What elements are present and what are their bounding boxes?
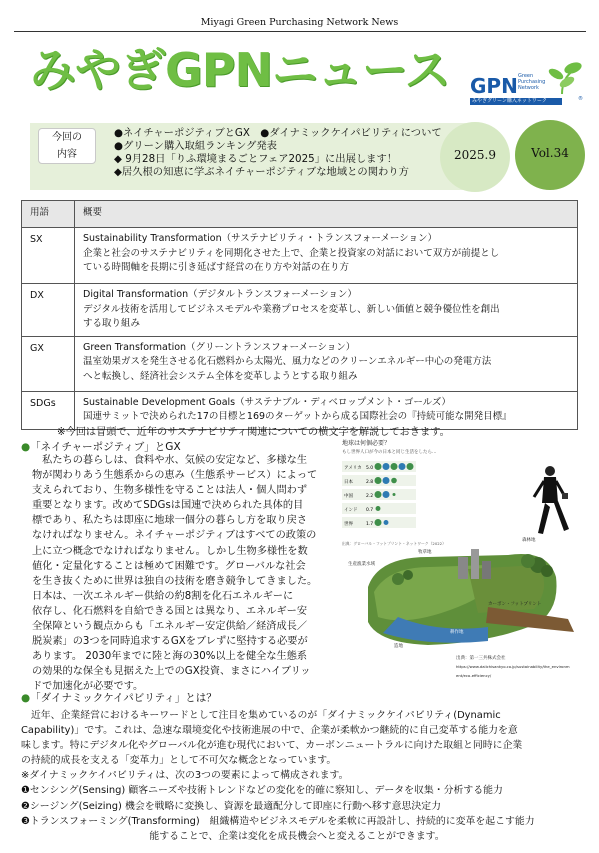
body-line: 依存し、化石燃料を自給できる国とは異なり、エネルギー安 bbox=[32, 605, 308, 617]
contents-item: ●ネイチャーポジティブとGX ●ダイナミックケイパビリティについて bbox=[114, 127, 442, 139]
body-line: ❶センシング(Sensing) 顧客ニーズや技術トレンドなどの変化を的確に察知し、データを収集・分析する能力 bbox=[21, 785, 503, 797]
bullet-icon: ● bbox=[21, 441, 31, 453]
table-header-row bbox=[22, 201, 578, 228]
gpn-logo-bar: みやぎグリーン購入ネットワーク bbox=[470, 98, 562, 105]
section2-title-text: 「ダイナミックケイパビリティ」とは？ bbox=[30, 692, 217, 704]
globe-row-country: 日本 bbox=[344, 480, 353, 485]
globe-icon bbox=[384, 520, 389, 525]
gpn-logo-text: GPN bbox=[470, 74, 518, 98]
term-cell: SDGs bbox=[22, 391, 75, 429]
network-name: Miyagi Green Purchasing Network News bbox=[200, 17, 399, 28]
globe-row-value: 1.7 bbox=[366, 522, 374, 527]
globe-row-country: アメリカ bbox=[344, 466, 362, 471]
body-line: 全保障という観点からも「エネルギー安定供給／経済成長／ bbox=[32, 621, 308, 633]
body-line: 値化・定量化することは極めて困難です。グローバルな社会 bbox=[32, 560, 306, 572]
ecological-footprint-illustration bbox=[338, 437, 588, 687]
masthead-title: みやぎGPNニュース bbox=[30, 43, 450, 97]
issue-volume: Vol.34 bbox=[531, 146, 569, 160]
body-line: なければなりません。ネイチャーポジティブはすべての政策の bbox=[32, 530, 317, 542]
body-line: の効果的な保全も見据えた上でのGX投資、まさにハイブリッ bbox=[32, 666, 311, 678]
globe-icon bbox=[383, 463, 390, 470]
body-line: 能することで、企業は変化を成長機会へと変えることができます。 bbox=[21, 830, 445, 842]
body-line: 物が関わりあう生態系からの恵み（生態系サービス）によって bbox=[32, 470, 318, 482]
body-line: 私たちの暮らしは、食料や水、気候の安定など、多様な生 bbox=[32, 455, 308, 466]
label-pasture: 牧草地 bbox=[418, 550, 432, 555]
table-row bbox=[22, 228, 578, 284]
label-ocean: 生産漁業水域 bbox=[348, 562, 375, 567]
globe-icon bbox=[391, 478, 397, 484]
body-line: の持続的成長を支える「変革力」として不可欠な概念となっています。 bbox=[21, 755, 337, 767]
credit-line: 出典：第一三共株式会社 bbox=[456, 656, 506, 661]
contents-label bbox=[38, 128, 96, 164]
contents-item: ◆ 9月28日「りふ環境まるごとフェア2025」に出展します！ bbox=[114, 153, 398, 165]
globe-row-value: 5.0 bbox=[366, 466, 374, 471]
svg-text:®: ® bbox=[578, 96, 583, 102]
table-row bbox=[22, 284, 578, 337]
body-line: 重要となります。改めてSDGsは国連で決められた具体的目 bbox=[32, 500, 304, 512]
term-description: 温室効果ガスを発生させる化石燃料から太陽光、風力などのクリーンエネルギー中心の発電方法 bbox=[83, 356, 492, 367]
body-line: 日本は、一次エネルギー供給の約8割を化石エネルギーに bbox=[32, 590, 294, 602]
label-city: 造地 bbox=[394, 644, 403, 649]
globe-row-country: 世界 bbox=[344, 522, 353, 527]
term-english: Green Transformation（グリーントランスフォーメーション） bbox=[83, 341, 356, 353]
body-line: ドで加速化が必要です。 bbox=[32, 681, 144, 693]
section1-title-text: 「ネイチャーポジティブ」とGX bbox=[30, 441, 181, 453]
table-header-term: 用語 bbox=[22, 201, 75, 228]
globe-icon bbox=[391, 463, 398, 470]
table-header-desc: 概要 bbox=[75, 201, 578, 228]
globe-row-value: 2.8 bbox=[366, 480, 374, 485]
header-rule bbox=[14, 31, 586, 32]
gpn-logo-subtitle: Green Purchasing Network bbox=[518, 73, 546, 91]
term-description: へと転換し、経済社会システム全体を変革しようとする取り組み bbox=[83, 370, 358, 382]
issue-date: 2025.9 bbox=[454, 148, 496, 162]
globe-rows bbox=[342, 461, 416, 528]
section-title bbox=[21, 439, 181, 454]
globe-icon bbox=[375, 477, 382, 484]
body-line: 味します。特にデジタル化やグローバル化が進む現代において、カーボンニュートラルに向けた取組と同時に企業 bbox=[21, 740, 523, 752]
body-line: Capability)」です。これは、急速な環境変化や技術進展の中で、企業が柔軟かつ継続的に自己変革する能力を意 bbox=[21, 725, 518, 737]
term-description: ている時間軸を長期に引き延ばす経営の在り方や対話の在り方 bbox=[83, 262, 350, 273]
term-english: Sustainability Transformation（サステナビリティ・トランスフォーメーション） bbox=[83, 233, 437, 244]
globe-row-country: 中国 bbox=[344, 494, 353, 499]
term-cell: SX bbox=[22, 228, 75, 284]
globe-icon bbox=[383, 491, 390, 498]
globe-icon bbox=[407, 463, 414, 470]
term-english: Sustainable Development Goals（サステナブル・ディベロップメント・ゴールズ） bbox=[83, 396, 451, 408]
label-forest: 森林地 bbox=[522, 538, 536, 543]
illustration-title: 地球は何個必要？ bbox=[342, 440, 391, 447]
body-line: 標であり、私たちは即座に地球一個分の暮らし方を取り戻さ bbox=[32, 515, 308, 527]
globe-row-value: 0.7 bbox=[366, 508, 374, 513]
globe-icon bbox=[376, 506, 381, 511]
desc-cell bbox=[75, 336, 578, 391]
globe-icon bbox=[375, 491, 382, 498]
term-description: 国連サミットで決められた17の目標と169のターゲットから成る国際社会の『持続可能な開発目標』 bbox=[83, 411, 512, 422]
credit-line: ent/eco-efficiency/ bbox=[456, 673, 492, 678]
globe-icon bbox=[393, 493, 396, 496]
illustration-subtitle: もし世界人口が今の日本と同じ生活をしたら… bbox=[342, 450, 437, 455]
credit-line: https://www.daiichisankyo.co.jp/sustainability/the_environm bbox=[456, 664, 570, 669]
term-description: する取り組み bbox=[83, 318, 141, 329]
table-note: ※今回は冒頭で、近年のサステナビリティ関連についての横文字を解説しておきます。 bbox=[57, 427, 450, 438]
contents-item: ●グリーン購入取組ランキング発表 bbox=[114, 140, 277, 152]
label-built: 耕作地 bbox=[450, 630, 464, 635]
globe-row-value: 2.2 bbox=[366, 494, 374, 499]
section-title bbox=[21, 690, 217, 705]
term-cell: GX bbox=[22, 336, 75, 391]
gpn-logo bbox=[470, 60, 588, 112]
body-line: ❷シージング(Seizing) 機会を戦略に変換し、資源を最適配分して即座に行動へ移す意思決定力 bbox=[21, 800, 441, 812]
glossary-table bbox=[21, 200, 578, 430]
body-line: ※ダイナミックケイパビリティは、次の3つの要素によって構成されます。 bbox=[21, 770, 349, 782]
table-row bbox=[22, 336, 578, 391]
body-line: あります。 2030年までに陸と海の30%以上を健全な生態系 bbox=[32, 651, 308, 663]
contents-label-line2: 内容 bbox=[57, 149, 77, 160]
term-english: Digital Transformation（デジタルトランスフォーメーション） bbox=[83, 289, 357, 300]
globe-icon bbox=[383, 477, 390, 484]
footprint-landscape bbox=[368, 549, 574, 645]
bullet-icon: ● bbox=[21, 692, 31, 704]
walking-person-icon bbox=[534, 466, 569, 534]
globe-icon bbox=[399, 463, 406, 470]
section1-body bbox=[32, 453, 317, 695]
contents-label-line1: 今回の bbox=[52, 132, 82, 143]
desc-cell bbox=[75, 284, 578, 337]
illustration-source-note: 出典：グローバル・フットプリント・ネットワーク（2022） bbox=[342, 541, 446, 546]
term-description: 企業と社会のサステナビリティを同期化させた上で、企業と投資家の対話において双方が前提とし bbox=[83, 247, 500, 259]
desc-cell bbox=[75, 228, 578, 284]
term-cell: DX bbox=[22, 284, 75, 337]
label-carbon: カーボン・フットプリント bbox=[488, 602, 542, 607]
section2-body bbox=[21, 708, 535, 844]
body-line: 脱炭素」の3つを同時追求するGXをブレずに堅持する必要が bbox=[32, 636, 308, 648]
body-line: 上に立つ概念でなければなりません。しかし生物多様性を数 bbox=[32, 545, 308, 557]
body-line: ❸トランスフォーミング(Transforming) 組織構造やビジネスモデルを柔軟に再設計し、持続的に変革を起こす能力 bbox=[21, 815, 535, 827]
body-line: 近年、企業経営におけるキーワードとして注目を集めているのが「ダイナミックケイパビリティ(Dynamic bbox=[21, 710, 501, 721]
body-line: 支えられており、生物多様性を守ることは法人・個人問わず bbox=[32, 485, 308, 497]
globe-row-country: インド bbox=[344, 508, 358, 513]
globe-icon bbox=[375, 463, 382, 470]
term-description: デジタル技術を活用してビジネスモデルや業務プロセスを変革し、新しい価値と競争優位性を創出 bbox=[83, 303, 500, 315]
globe-icon bbox=[375, 519, 382, 526]
contents-item: ◆居久根の知恵に学ぶネイチャーポジティブな地域との関わり方 bbox=[114, 166, 409, 178]
body-line: を生き抜くために世界は独自の技術を磨き競争してきました。 bbox=[32, 575, 318, 587]
